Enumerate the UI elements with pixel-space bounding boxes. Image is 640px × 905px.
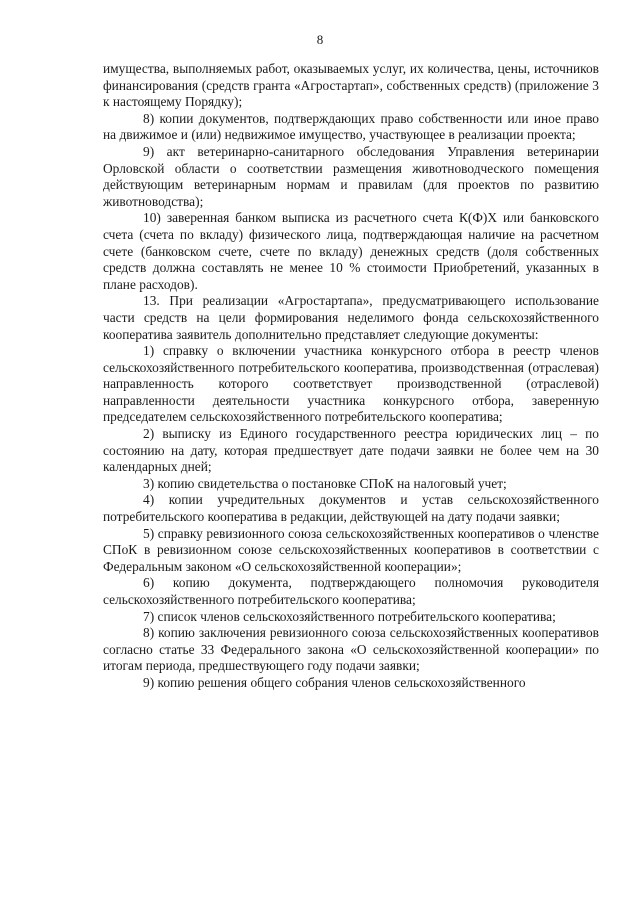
page-number: 8: [316, 32, 324, 47]
paragraph-item-9-veterinary-act: 9) акт ветеринарно-санитарного обследования Управления ветеринарии Орловской области о соответствии размещения животноводческого помещения действующим ветеринарным нормам и правилам (для проектов по развитию животноводства);: [103, 143, 599, 209]
paragraph-sub-3-tax-certificate: 3) копию свидетельства о постановке СПоК на налоговый учет;: [143, 475, 507, 491]
paragraph-sub-7-member-list: 7) список членов сельскохозяйственного потребительского кооператива;: [143, 608, 556, 624]
paragraph-sub-1-registry-certificate: 1) справку о включении участника конкурсного отбора в реестр членов сельскохозяйственного потребительского кооператива, производственная (отраслевая) направленность которого соответствует производственной (отраслевой) направленности деятельности участника конкурсного отбора, заверенную председателем сельскохозяйственного потребительского кооператива;: [103, 343, 599, 425]
paragraph-continuation: имущества, выполняемых работ, оказываемых услуг, их количества, цены, источников финансирования (средств гранта «Агростартап», собственных средств) (приложение 3 к настоящему Порядку);: [103, 61, 599, 110]
paragraph-sub-5-audit-union-certificate: 5) справку ревизионного союза сельскохозяйственных кооперативов о членстве СПоК в ревизионном союзе сельскохозяйственных кооперативов в соответствии с Федеральным законом «О сельскохозяйственной кооперации»;: [103, 525, 599, 574]
paragraph-section-13: 13. При реализации «Агростартапа», предусматривающего использование части средств на цели формирования неделимого фонда сельскохозяйственного кооператива заявитель дополнительно представляет следующие документы:: [103, 293, 599, 342]
paragraph-item-8-ownership-docs: 8) копии документов, подтверждающих право собственности или иное право на движимое и (или) недвижимое имущество, участвующее в реализации проекта;: [103, 110, 599, 143]
paragraph-sub-4-founding-documents: 4) копии учредительных документов и устав сельскохозяйственного потребительского кооператива в редакции, действующей на дату подачи заявки;: [103, 492, 599, 525]
document-body: [103, 61, 599, 692]
paragraph-sub-2-registry-extract: 2) выписку из Единого государственного реестра юридических лиц – по состоянию на дату, которая предшествует дате подачи заявки не более чем на 30 календарных дней;: [103, 426, 599, 475]
paragraph-sub-9-general-meeting: 9) копию решения общего собрания членов сельскохозяйственного: [143, 674, 526, 690]
paragraph-sub-6-authority-document: 6) копию документа, подтверждающего полномочия руководителя сельскохозяйственного потребительского кооператива;: [103, 575, 599, 607]
paragraph-sub-8-audit-conclusion: 8) копию заключения ревизионного союза сельскохозяйственных кооперативов согласно статье 33 Федерального закона «О сельскохозяйственной кооперации» по итогам периода, предшествующего году подачи заявки;: [103, 625, 599, 674]
paragraph-item-10-bank-statement: 10) заверенная банком выписка из расчетного счета К(Ф)Х или банковского счета (счета по вкладу) физического лица, подтверждающая наличие на расчетном счете (банковском счете, счете по вкладу) денежных средств (доля собственных средств должна составлять не менее 10 % стоимости Приобретений, указанных в плане расходов).: [103, 210, 599, 292]
